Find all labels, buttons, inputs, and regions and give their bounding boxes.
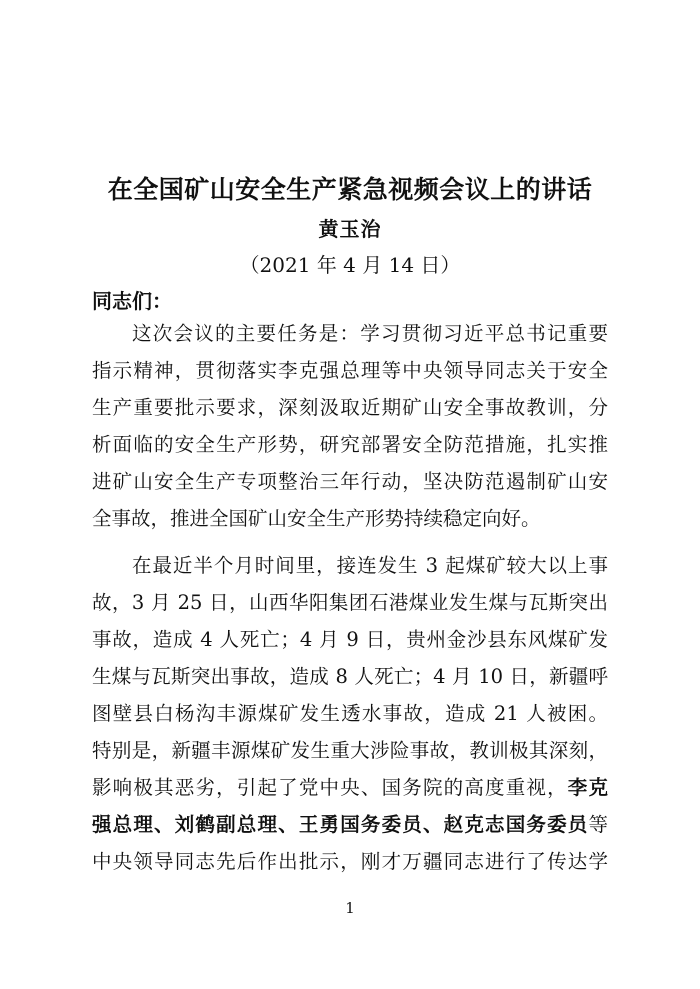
body-text: [92, 315, 608, 880]
paragraph-2-line-8-text: 等: [588, 813, 608, 836]
paragraph-2-line-3: 事故，造成 4 人死亡；4 月 9 日，贵州金沙县东风煤矿发: [92, 628, 608, 651]
paragraph-1-line-6: 全事故，推进全国矿山安全生产形势持续稳定向好。: [92, 507, 541, 530]
paragraph-2-line-9: 中央领导同志先后作出批示，刚才万疆同志进行了传达学: [92, 850, 608, 873]
paragraph-2-line-7-text: 影响极其恶劣，引起了党中央、国务院的高度重视，: [92, 776, 568, 799]
paragraph-1-line-4: 析面临的安全生产形势，研究部署安全防范措施，扎实推: [92, 433, 608, 456]
document-title: 在全国矿山安全生产紧急视频会议上的讲话: [107, 175, 593, 204]
salutation: 同志们：: [92, 289, 172, 313]
page-number: 1: [345, 899, 355, 917]
leader-names-bold-start: 李克: [567, 776, 608, 799]
paragraph-2-line-6: 特别是，新疆丰源煤矿发生重大涉险事故，教训极其深刻，: [92, 739, 608, 762]
leader-names-bold: 强总理、刘鹤副总理、王勇国务委员、赵克志国务委员: [92, 813, 589, 836]
paragraph-2-line-1: 在最近半个月时间里，接连发生 3 起煤矿较大以上事: [132, 554, 608, 577]
paragraph-2-line-7: [92, 769, 608, 806]
paragraph-gap: [92, 537, 608, 547]
paragraph-1-line-3: 生产重要批示要求，深刻汲取近期矿山安全事故教训，分: [92, 396, 608, 419]
paragraph-2-line-8: [92, 806, 608, 843]
author-name: 黄玉治: [318, 217, 382, 241]
paragraph-1-line-5: 进矿山安全生产专项整治三年行动，坚决防范遏制矿山安: [92, 470, 608, 493]
paragraph-2-line-2: 故，3 月 25 日，山西华阳集团石港煤业发生煤与瓦斯突出: [92, 591, 608, 614]
paragraph-2-line-5: 图壁县白杨沟丰源煤矿发生透水事故，造成 21 人被困。: [92, 702, 608, 725]
speech-date: （2021 年 4 月 14 日）: [239, 253, 461, 277]
paragraph-1-line-2: 指示精神，贯彻落实李克强总理等中央领导同志关于安全: [92, 359, 608, 382]
paragraph-2-line-4: 生煤与瓦斯突出事故，造成 8 人死亡；4 月 10 日，新疆呼: [92, 665, 608, 688]
paragraph-1-line-1: 这次会议的主要任务是：学习贯彻习近平总书记重要: [132, 322, 608, 345]
